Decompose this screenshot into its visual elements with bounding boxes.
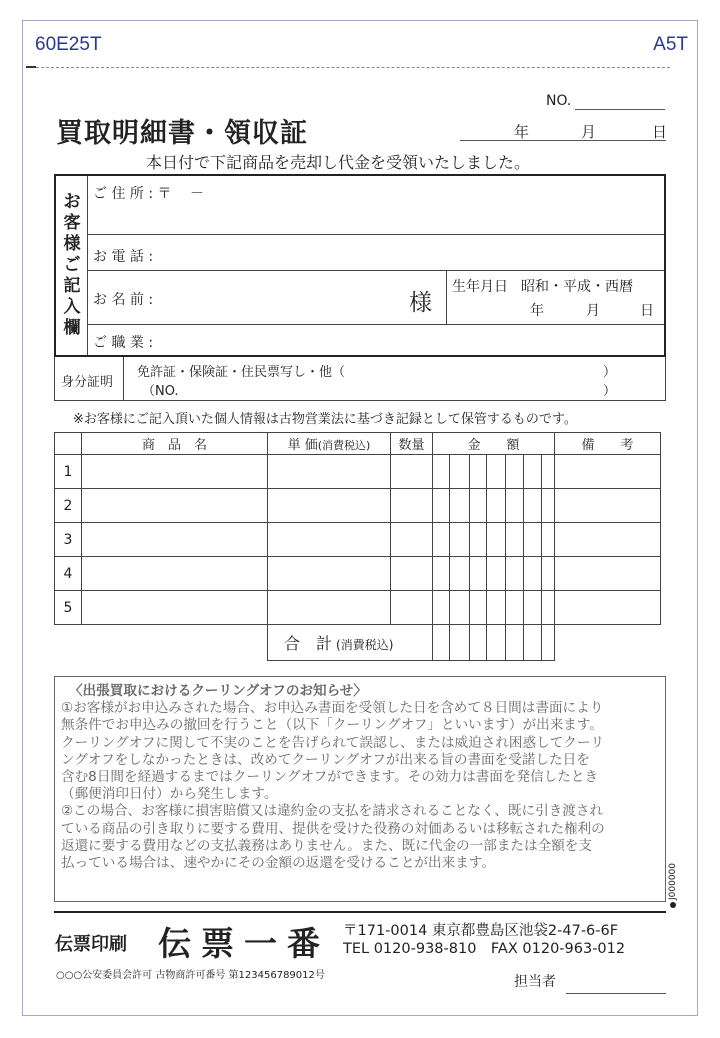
header-unit-price-label: 単 価 — [287, 438, 318, 453]
birth-label: 生年月日 — [452, 279, 508, 295]
amount-digit-divider — [469, 455, 470, 488]
job-label: ご 職 業 : — [93, 335, 154, 351]
product-cell[interactable] — [82, 557, 268, 591]
amount-digit-divider — [469, 625, 470, 660]
phone-label: お 電 話 : — [93, 249, 154, 265]
cooling-off-notice — [54, 676, 666, 902]
receipt-statement: 本日付で下記商品を売却し代金を受領いたしました。 — [146, 153, 531, 172]
address-divider — [87, 234, 664, 235]
id-number-close: ） — [603, 384, 617, 399]
amount-digit-divider — [541, 455, 542, 488]
header-unit-price-note: (消費税込) — [317, 439, 371, 452]
amount-cell[interactable] — [433, 591, 555, 625]
table-header-row — [55, 433, 661, 455]
remarks-cell[interactable] — [555, 557, 661, 591]
remarks-cell[interactable] — [555, 489, 661, 523]
amount-digit-divider — [486, 489, 487, 522]
id-divider — [123, 357, 124, 400]
number-field[interactable] — [575, 109, 665, 110]
birth-year-label: 年 — [530, 303, 544, 319]
notice-line: 返還に要する費用などの支払義務はありません。また、既に代金の一部または全額を支 — [61, 837, 592, 854]
unit-price-cell[interactable] — [268, 557, 391, 591]
table-row — [55, 557, 661, 591]
birth-divider — [446, 270, 447, 324]
address-label: ご 住 所 : 〒 － — [93, 186, 204, 202]
notice-line: ングオフをしなかったときは、改めてクーリングオフが出来る旨の書面を受諾した日を — [61, 751, 590, 768]
notice-line: 無条件でお申込みの撤回を行うこと（以下「クーリングオフ」といいます）が出来ます。 — [61, 717, 603, 734]
row-number: 2 — [55, 489, 82, 523]
staff-label: 担当者 — [514, 974, 556, 990]
product-cell[interactable] — [82, 591, 268, 625]
license-text: ○○○公安委員会許可 古物商許可番号 第123456789012号 — [56, 970, 325, 981]
unit-price-cell[interactable] — [268, 489, 391, 523]
unit-price-cell[interactable] — [268, 591, 391, 625]
customer-side-label — [56, 176, 88, 355]
total-blank — [55, 625, 268, 661]
header-qty: 数量 — [391, 433, 433, 455]
amount-digit-divider — [505, 557, 506, 590]
amount-digit-divider — [523, 591, 524, 624]
id-section — [54, 357, 666, 401]
remarks-cell[interactable] — [555, 591, 661, 625]
customer-section — [54, 174, 666, 357]
notice-line: ②この場合、お客様に損害賠償又は違約金の支払を請求されることなく、既に引き渡され — [61, 803, 604, 820]
remarks-cell[interactable] — [555, 455, 661, 489]
birth-eras: 昭和・平成・西暦 — [521, 279, 633, 295]
amount-digit-divider — [505, 591, 506, 624]
remarks-cell[interactable] — [555, 523, 661, 557]
amount-digit-divider — [449, 489, 450, 522]
table-row — [55, 455, 661, 489]
id-types-close: ） — [603, 365, 617, 380]
amount-digit-divider — [505, 489, 506, 522]
unit-price-cell[interactable] — [268, 455, 391, 489]
total-blank-right — [555, 625, 661, 661]
qty-cell[interactable] — [391, 455, 433, 489]
company-category: 伝票印刷 — [55, 934, 127, 955]
amount-digit-divider — [541, 591, 542, 624]
qty-cell[interactable] — [391, 557, 433, 591]
notice-line: （郵便消印日付）から発生します。 — [61, 786, 278, 803]
amount-digit-divider — [541, 523, 542, 556]
amount-digit-divider — [449, 625, 450, 660]
header-amount: 金 額 — [433, 433, 555, 455]
notice-line: 払っている場合は、速やかにその金額の返還を受けることが出来ます。 — [61, 855, 495, 872]
amount-digit-divider — [486, 455, 487, 488]
header-product: 商 品 名 — [82, 433, 268, 455]
company-address-block — [343, 922, 625, 958]
amount-digit-divider — [469, 489, 470, 522]
amount-digit-divider — [523, 625, 524, 660]
amount-cell[interactable] — [433, 523, 555, 557]
table-row — [55, 591, 661, 625]
privacy-note: ※お客様にご記入頂いた個人情報は古物営業法に基づき記録として保管するものです。 — [73, 412, 577, 427]
footer-divider — [54, 911, 666, 913]
amount-digit-divider — [523, 455, 524, 488]
side-char: ご — [63, 255, 81, 275]
company-contact: TEL 0120-938-810 FAX 0120-963-012 — [343, 941, 626, 957]
qty-cell[interactable] — [391, 489, 433, 523]
amount-digit-divider — [505, 625, 506, 660]
number-label: NO. — [546, 93, 572, 109]
form-code: 60E25T — [35, 34, 102, 55]
notice-title: 〈出張買取におけるクーリングオフのお知らせ〉 — [69, 683, 367, 699]
amount-digit-divider — [449, 591, 450, 624]
amount-digit-divider — [523, 489, 524, 522]
staff-field[interactable] — [566, 993, 666, 994]
side-char: 欄 — [63, 318, 81, 338]
date-day-label: 日 — [652, 123, 668, 141]
amount-digit-divider — [449, 455, 450, 488]
row-number: 1 — [55, 455, 82, 489]
row-number: 5 — [55, 591, 82, 625]
date-field[interactable] — [460, 140, 666, 141]
date-month-label: 月 — [581, 123, 597, 141]
side-code: J000000 — [668, 862, 678, 900]
notice-line: 含む8日間を経過するまではクーリングオフができます。その効力は書面を発信したとき — [61, 769, 599, 786]
amount-digit-divider — [541, 489, 542, 522]
side-char: 記 — [63, 276, 81, 296]
amount-digit-divider — [469, 591, 470, 624]
amount-digit-divider — [469, 523, 470, 556]
items-table — [54, 432, 661, 661]
amount-cell[interactable] — [433, 455, 555, 489]
phone-divider — [87, 270, 664, 271]
amount-cell[interactable] — [433, 489, 555, 523]
row-number: 4 — [55, 557, 82, 591]
birth-day-label: 日 — [640, 303, 654, 319]
amount-digit-divider — [469, 557, 470, 590]
product-cell[interactable] — [82, 455, 268, 489]
birth-month-label: 月 — [586, 303, 600, 319]
header-unit-price — [268, 433, 391, 455]
total-note: (消費税込) — [336, 638, 394, 652]
unit-price-cell[interactable] — [268, 523, 391, 557]
company-address: 〒171-0014 東京都豊島区池袋2-47-6-6F — [343, 923, 619, 939]
table-row — [55, 489, 661, 523]
id-types: 免許証・保険証・住民票写し・他（ — [137, 365, 346, 380]
amount-digit-divider — [486, 523, 487, 556]
amount-digit-divider — [449, 523, 450, 556]
total-row — [55, 625, 661, 661]
amount-digit-divider — [505, 455, 506, 488]
notice-line: ている商品の引き取りに要する費用、提供を受けた役務の対価あるいは移転された権利の — [61, 820, 605, 837]
id-number-label: （NO. — [142, 384, 179, 399]
product-cell[interactable] — [82, 523, 268, 557]
amount-digit-divider — [523, 523, 524, 556]
amount-digit-divider — [486, 591, 487, 624]
side-char: 客 — [63, 213, 81, 233]
amount-digit-divider — [523, 557, 524, 590]
header-remarks: 備 考 — [555, 433, 661, 455]
perforation-mark — [26, 66, 36, 68]
product-cell[interactable] — [82, 489, 268, 523]
amount-digit-divider — [486, 557, 487, 590]
side-char: 入 — [63, 297, 81, 317]
side-char: お — [63, 192, 81, 212]
id-label: 身分証明 — [61, 375, 114, 390]
name-divider — [87, 324, 664, 325]
notice-line: ①お客様がお申込みされた場合、お申込み書面を受領した日を含めて８日間は書面により — [61, 700, 604, 717]
amount-cell[interactable] — [433, 557, 555, 591]
perforation-line — [36, 67, 670, 68]
notice-line: クーリングオフに関して不実のことを告げられて誤認し、または威迫され困惑してクーリ — [61, 734, 605, 751]
total-label: 合 計 — [284, 634, 333, 653]
side-code-dot — [670, 902, 676, 908]
qty-cell[interactable] — [391, 523, 433, 557]
paper-size: A5T — [653, 34, 688, 55]
amount-digit-divider — [449, 557, 450, 590]
side-char: 様 — [63, 234, 81, 254]
total-amount-cell[interactable] — [433, 625, 555, 661]
company-name: 伝票一番 — [158, 924, 330, 963]
amount-digit-divider — [486, 625, 487, 660]
amount-digit-divider — [541, 625, 542, 660]
date-year-label: 年 — [514, 123, 530, 141]
table-row — [55, 523, 661, 557]
row-number: 3 — [55, 523, 82, 557]
document-title: 買取明細書・領収証 — [56, 118, 308, 149]
header-number — [55, 433, 82, 455]
total-label-cell — [268, 625, 433, 661]
customer-side-text — [61, 192, 83, 339]
amount-digit-divider — [541, 557, 542, 590]
name-honorific: 様 — [409, 290, 432, 316]
qty-cell[interactable] — [391, 591, 433, 625]
amount-digit-divider — [505, 523, 506, 556]
name-label: お 名 前 : — [93, 292, 154, 308]
